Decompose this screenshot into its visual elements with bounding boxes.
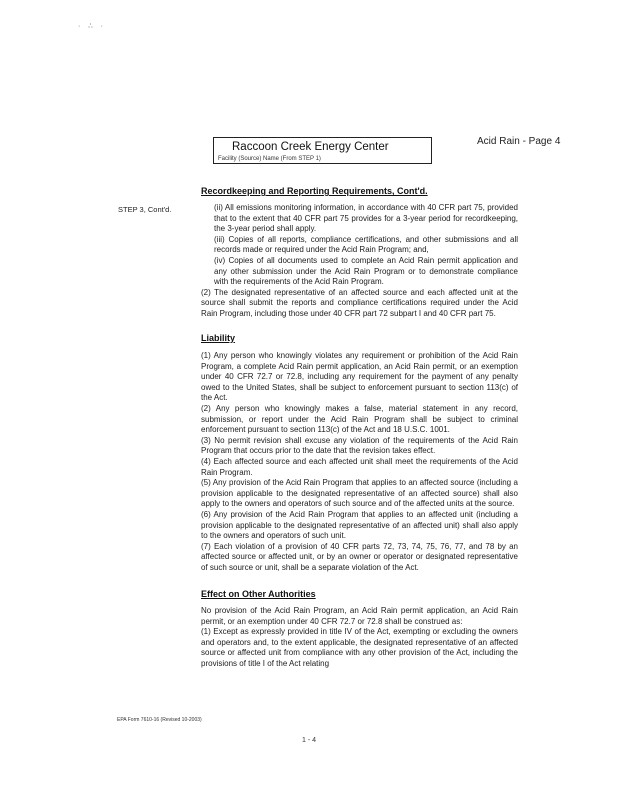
paragraph: (2) The designated representative of an affected source and each affected unit at the source shall submit the reports and compliance certifications required under the Acid Rain Program, including those under 40 CFR part 72 subpart I and 40 CFR part 75. [201, 287, 518, 318]
paragraph: (5) Any provision of the Acid Rain Program that applies to an affected source (including a provision applicable to the designated representative of an affected source) shall also apply to the owners and operators of such source and of the affected units at the source. [201, 478, 518, 509]
paragraph: (1) Any person who knowingly violates any requirement or prohibition of the Acid Rain Program, a complete Acid Rain permit application, an Acid Rain permit, or an exemption under 40 CFR 72.7 or 72.8, including any requirement for the payment of any penalty owed to the United States, shall be subject to enforcement pursuant to section 113(c) of the Act. [201, 351, 518, 403]
step-label: STEP 3, Cont'd. [118, 205, 172, 214]
paragraph: (iii) Copies of all reports, compliance certifications, and other submissions and all records made or required under the Acid Rain Program; and, [214, 234, 518, 255]
page-number: 1 - 4 [302, 737, 317, 744]
recordkeeping-text [201, 203, 518, 320]
paragraph: (7) Each violation of a provision of 40 CFR parts 72, 73, 74, 75, 76, 77, and 78 by an affected source or affected unit, or by an owner or operator or designated representative of such source or unit, shall be a separate violation of the Act. [201, 541, 518, 572]
facility-name: Raccoon Creek Energy Center [232, 141, 389, 153]
paragraph: (4) Each affected source and each affected unit shall meet the requirements of the Acid Rain Program. [201, 456, 518, 477]
recordkeeping-heading: Recordkeeping and Reporting Requirements, Cont'd. [201, 186, 428, 196]
paragraph: (iv) Copies of all documents used to complete an Acid Rain permit application and any other submission under the Acid Rain Program or to demonstrate compliance with the requirements of the Acid Rain Program. [214, 255, 518, 287]
other-authorities-heading: Effect on Other Authorities [201, 589, 316, 599]
paragraph: (2) Any person who knowingly makes a false, material statement in any record, submission, or report under the Acid Rain Program shall be subject to criminal enforcement pursuant to section 113(c) of the Act and 18 U.S.C. 1001. [201, 403, 518, 435]
paragraph: No provision of the Acid Rain Program, an Acid Rain permit application, an Acid Rain permit, or an exemption under 40 CFR 72.7 or 72.8 shall be construed as: [201, 606, 518, 626]
scan-mark: · ∴ · [78, 23, 107, 30]
liability-heading: Liability [201, 333, 236, 343]
liability-text [201, 351, 518, 573]
page-label: Acid Rain - Page 4 [477, 136, 561, 147]
form-id: EPA Form 7610-16 (Revised 10-2003) [117, 717, 202, 723]
paragraph: (1) Except as expressly provided in title IV of the Act, exempting or excluding the owners and operators and, to the extent applicable, the designated representative of an affected source or affected unit from compliance with any other provision of the Act, including the provisions of title I of the Act relating [201, 627, 518, 668]
paragraph: (6) Any provision of the Acid Rain Program that applies to an affected unit (including a provision applicable to the designated representative of an affected unit) shall also apply to the owners and operators of such unit. [201, 509, 518, 541]
facility-name-caption: Facility (Source) Name (From STEP 1) [218, 156, 321, 162]
paragraph: (ii) All emissions monitoring information, in accordance with 40 CFR part 75, provided that to the extent that 40 CFR part 75 provides for a 3-year period for recordkeeping, the 3-year period shall apply. [214, 203, 518, 234]
other-authorities-text [201, 606, 518, 670]
paragraph: (3) No permit revision shall excuse any violation of the requirements of the Acid Rain Program that occurs prior to the date that the revision takes effect. [201, 435, 518, 456]
